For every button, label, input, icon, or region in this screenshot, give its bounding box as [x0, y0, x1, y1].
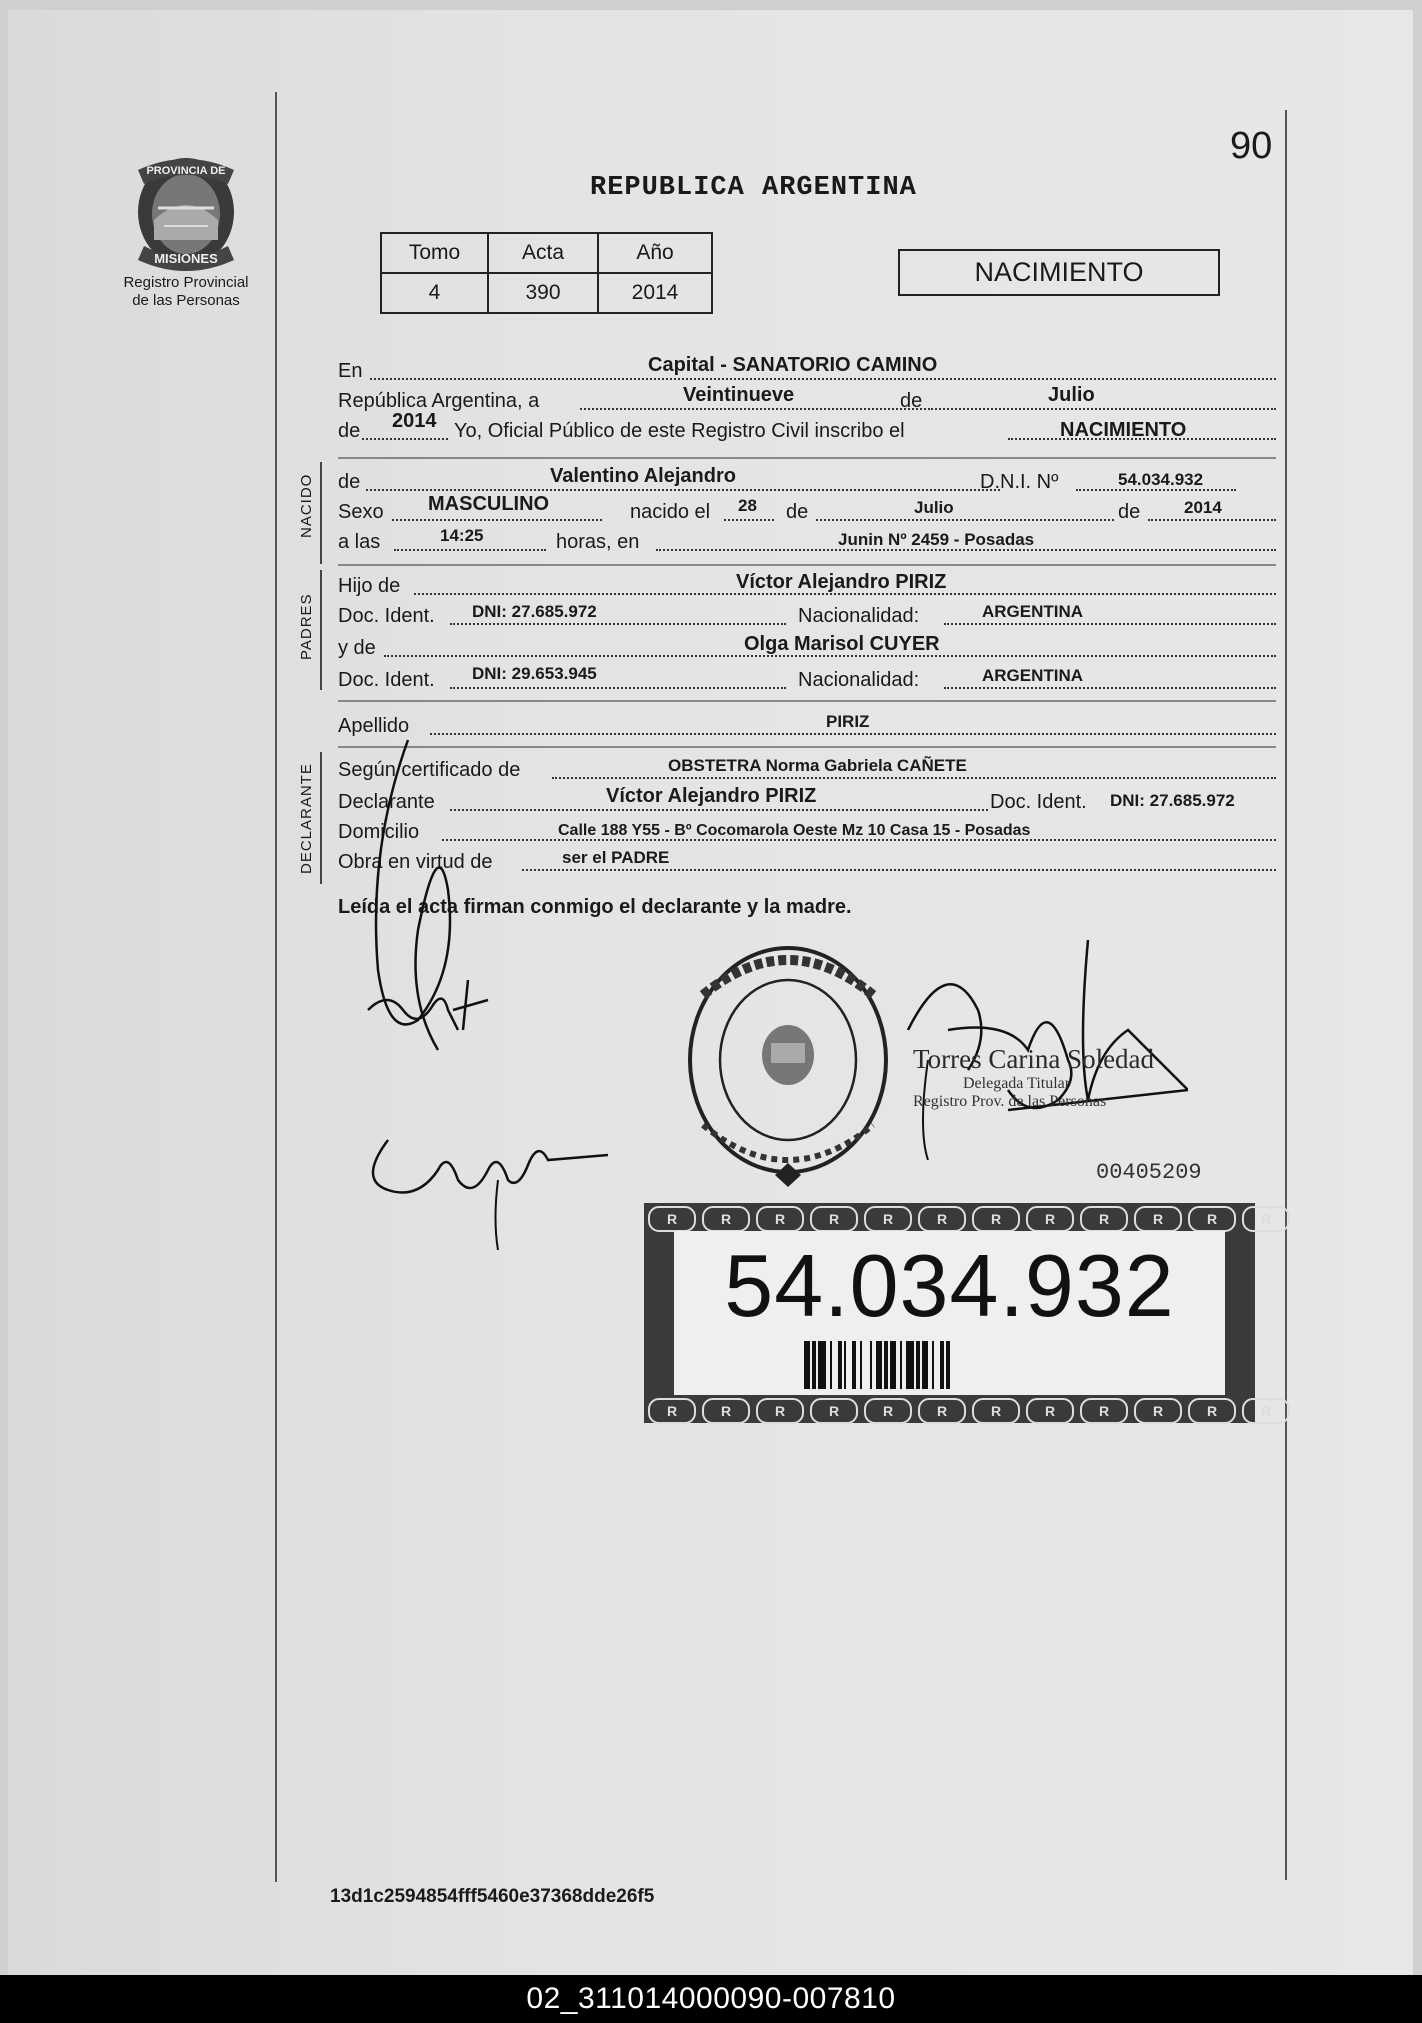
r-badge-icon: R: [1026, 1398, 1074, 1424]
value-sexo: MASCULINO: [428, 493, 550, 515]
value-certificado: OBSTETRA Norma Gabriela CAÑETE: [668, 756, 967, 775]
value-apellido: PIRIZ: [826, 712, 870, 731]
label-de-month: de: [900, 390, 923, 412]
r-badge-icon: R: [1134, 1398, 1182, 1424]
value-acta: 390: [488, 273, 598, 313]
r-badge-icon: R: [1242, 1398, 1290, 1424]
svg-text:PROVINCIA DE: PROVINCIA DE: [146, 165, 226, 177]
header-ano: Año: [598, 233, 712, 273]
r-badge-icon: R: [1026, 1206, 1074, 1232]
r-badge-icon: R: [810, 1398, 858, 1424]
record-type-box: NACIMIENTO: [898, 249, 1220, 296]
label-domicilio: Domicilio: [338, 821, 420, 843]
r-badge-icon: R: [702, 1398, 750, 1424]
value-act-type: NACIMIENTO: [1060, 419, 1187, 441]
registry-logo: [116, 150, 256, 310]
label-de-year: de: [338, 420, 361, 442]
barcode-bar: [852, 1341, 856, 1389]
barcode-bar: [830, 1341, 832, 1389]
logo-caption-line2: de las Personas: [132, 292, 240, 309]
label-obra: Obra en virtud de: [338, 851, 493, 873]
row-sexo: [338, 493, 1276, 524]
header-acta: Acta: [488, 233, 598, 273]
label-mother-doc: Doc. Ident.: [338, 669, 435, 691]
document-hash: 13d1c2594854fff5460e37368dde26f5: [330, 1886, 655, 1907]
serial-number: 00405209: [1096, 1160, 1202, 1185]
badge-row-top: [648, 1206, 1290, 1232]
section-label-nacido: NACIDO: [298, 473, 315, 538]
barcode-bar: [818, 1341, 826, 1389]
label-sexo: Sexo: [338, 501, 384, 523]
barcode-bar: [906, 1341, 914, 1389]
row-en: [338, 355, 1276, 383]
value-father-name: Víctor Alejandro PIRIZ: [736, 571, 947, 593]
left-margin-line: [275, 92, 277, 1882]
r-badge-icon: R: [864, 1206, 912, 1232]
label-en: En: [338, 360, 363, 382]
value-birth-month: Julio: [914, 498, 954, 517]
barcode-bar: [916, 1341, 920, 1389]
label-republica: República Argentina, a: [338, 390, 540, 412]
value-birth-place: Junin Nº 2459 - Posadas: [838, 530, 1035, 549]
misiones-seal-icon: [124, 150, 248, 272]
footer-bar: [0, 1975, 1422, 2023]
badge-row-bottom: [648, 1398, 1290, 1424]
row-fecha: [338, 385, 1276, 413]
label-mother-nationality: Nacionalidad:: [798, 669, 920, 691]
reference-table: [380, 232, 713, 314]
row-nacido-name: [338, 466, 1276, 494]
header-tomo: Tomo: [381, 233, 488, 273]
value-declarante-doc: DNI: 27.685.972: [1110, 791, 1235, 810]
row-y-de: [338, 632, 1276, 660]
row-mother-doc: [338, 664, 1276, 692]
label-dni: D.N.I. Nº: [980, 471, 1059, 493]
r-badge-icon: R: [1188, 1398, 1236, 1424]
label-nacido-de: de: [338, 471, 361, 493]
barcode-bar: [838, 1341, 842, 1389]
barcode-bar: [844, 1341, 846, 1389]
value-ano: 2014: [598, 273, 712, 313]
label-horas-en: horas, en: [556, 531, 640, 553]
section-label-declarante: DECLARANTE: [298, 763, 315, 874]
row-oficial: [338, 410, 1276, 443]
svg-text:MISIONES: MISIONES: [154, 251, 218, 266]
r-badge-icon: R: [972, 1206, 1020, 1232]
barcode-bar: [812, 1341, 816, 1389]
barcode-bar: [870, 1341, 872, 1389]
closing-statement: Leída el acta firman conmigo el declarante y la madre.: [338, 896, 852, 918]
value-birth-day: 28: [738, 496, 757, 515]
r-badge-icon: R: [1188, 1206, 1236, 1232]
row-father-doc: [338, 600, 1276, 628]
barcode-bar: [922, 1341, 928, 1389]
value-place-registration: Capital - SANATORIO CAMINO: [648, 354, 938, 376]
value-father-nationality: ARGENTINA: [982, 602, 1084, 621]
value-tomo: 4: [381, 273, 488, 313]
r-badge-icon: R: [1080, 1206, 1128, 1232]
r-badge-icon: R: [756, 1398, 804, 1424]
barcode-number: 54.034.932: [724, 1236, 1175, 1335]
barcode-bar: [804, 1341, 810, 1389]
label-certificado: Según certificado de: [338, 759, 521, 781]
r-badge-icon: R: [810, 1206, 858, 1232]
label-a-las: a las: [338, 531, 381, 553]
barcode-bar: [940, 1341, 944, 1389]
value-mother-name: Olga Marisol CUYER: [744, 633, 940, 655]
label-declarante: Declarante: [338, 791, 435, 813]
r-badge-icon: R: [918, 1398, 966, 1424]
value-month: Julio: [1048, 384, 1095, 406]
official-role: Delegada Titular: [963, 1075, 1071, 1092]
value-obra: ser el PADRE: [562, 848, 670, 867]
label-hijo-de: Hijo de: [338, 575, 401, 597]
reference-table-values: [381, 273, 712, 313]
r-badge-icon: R: [918, 1206, 966, 1232]
label-nacido-el: nacido el: [630, 501, 711, 523]
registry-stamp-icon: [683, 935, 893, 1195]
value-mother-nationality: ARGENTINA: [982, 666, 1084, 685]
barcode-bar: [946, 1341, 950, 1389]
logo-caption-line1: Registro Provincial: [123, 274, 249, 291]
value-child-name: Valentino Alejandro: [550, 465, 736, 487]
section-label-padres: PADRES: [298, 593, 315, 660]
r-badge-icon: R: [864, 1398, 912, 1424]
official-office: Registro Prov. de las Personas: [913, 1093, 1107, 1110]
r-badge-icon: R: [972, 1398, 1020, 1424]
value-birth-time: 14:25: [440, 526, 484, 545]
label-de-birth-month: de: [786, 501, 809, 523]
barcode-bar: [884, 1341, 888, 1389]
barcode-icon: [804, 1341, 1094, 1389]
barcode-bar: [900, 1341, 902, 1389]
value-domicilio: Calle 188 Y55 - Bº Cocomarola Oeste Mz 10 Casa 15 - Posadas: [558, 822, 1031, 839]
country-title: REPUBLICA ARGENTINA: [590, 173, 917, 203]
value-declarante-name: Víctor Alejandro PIRIZ: [606, 785, 817, 807]
row-hora: [338, 526, 1276, 554]
document-page: [8, 10, 1413, 1975]
reference-table-header: [381, 233, 712, 273]
barcode-bar: [876, 1341, 882, 1389]
barcode-bar: [890, 1341, 896, 1389]
barcode-bar: [860, 1341, 862, 1389]
declarant-signature-icon: [348, 710, 628, 1250]
value-year: 2014: [392, 410, 437, 432]
label-apellido: Apellido: [338, 715, 410, 737]
label-father-nationality: Nacionalidad:: [798, 605, 920, 627]
value-birth-year: 2014: [1184, 498, 1222, 517]
value-child-dni: 54.034.932: [1118, 470, 1204, 489]
page-number: 90: [1230, 125, 1273, 167]
r-badge-icon: R: [1242, 1206, 1290, 1232]
row-hijo-de: [338, 570, 1276, 598]
r-badge-icon: R: [648, 1206, 696, 1232]
value-mother-doc: DNI: 29.653.945: [472, 664, 597, 683]
label-father-doc: Doc. Ident.: [338, 605, 435, 627]
label-de-birth-year: de: [1118, 501, 1141, 523]
label-oficial-text: Yo, Oficial Público de este Registro Civil inscribo el: [454, 420, 905, 442]
right-margin-line: [1285, 110, 1287, 1880]
barcode-label: [644, 1203, 1272, 1423]
official-name: Torres Carina Soledad: [913, 1044, 1155, 1074]
value-father-doc: DNI: 27.685.972: [472, 602, 597, 621]
value-day: Veintinueve: [683, 384, 795, 406]
footer-filename: 02_311014000090-007810: [526, 1982, 896, 2015]
r-badge-icon: R: [1080, 1398, 1128, 1424]
r-badge-icon: R: [648, 1398, 696, 1424]
label-y-de: y de: [338, 637, 376, 659]
r-badge-icon: R: [756, 1206, 804, 1232]
label-declarante-doc: Doc. Ident.: [990, 791, 1087, 813]
barcode-bar: [932, 1341, 934, 1389]
r-badge-icon: R: [702, 1206, 750, 1232]
barcode-panel: [674, 1231, 1225, 1395]
r-badge-icon: R: [1134, 1206, 1182, 1232]
